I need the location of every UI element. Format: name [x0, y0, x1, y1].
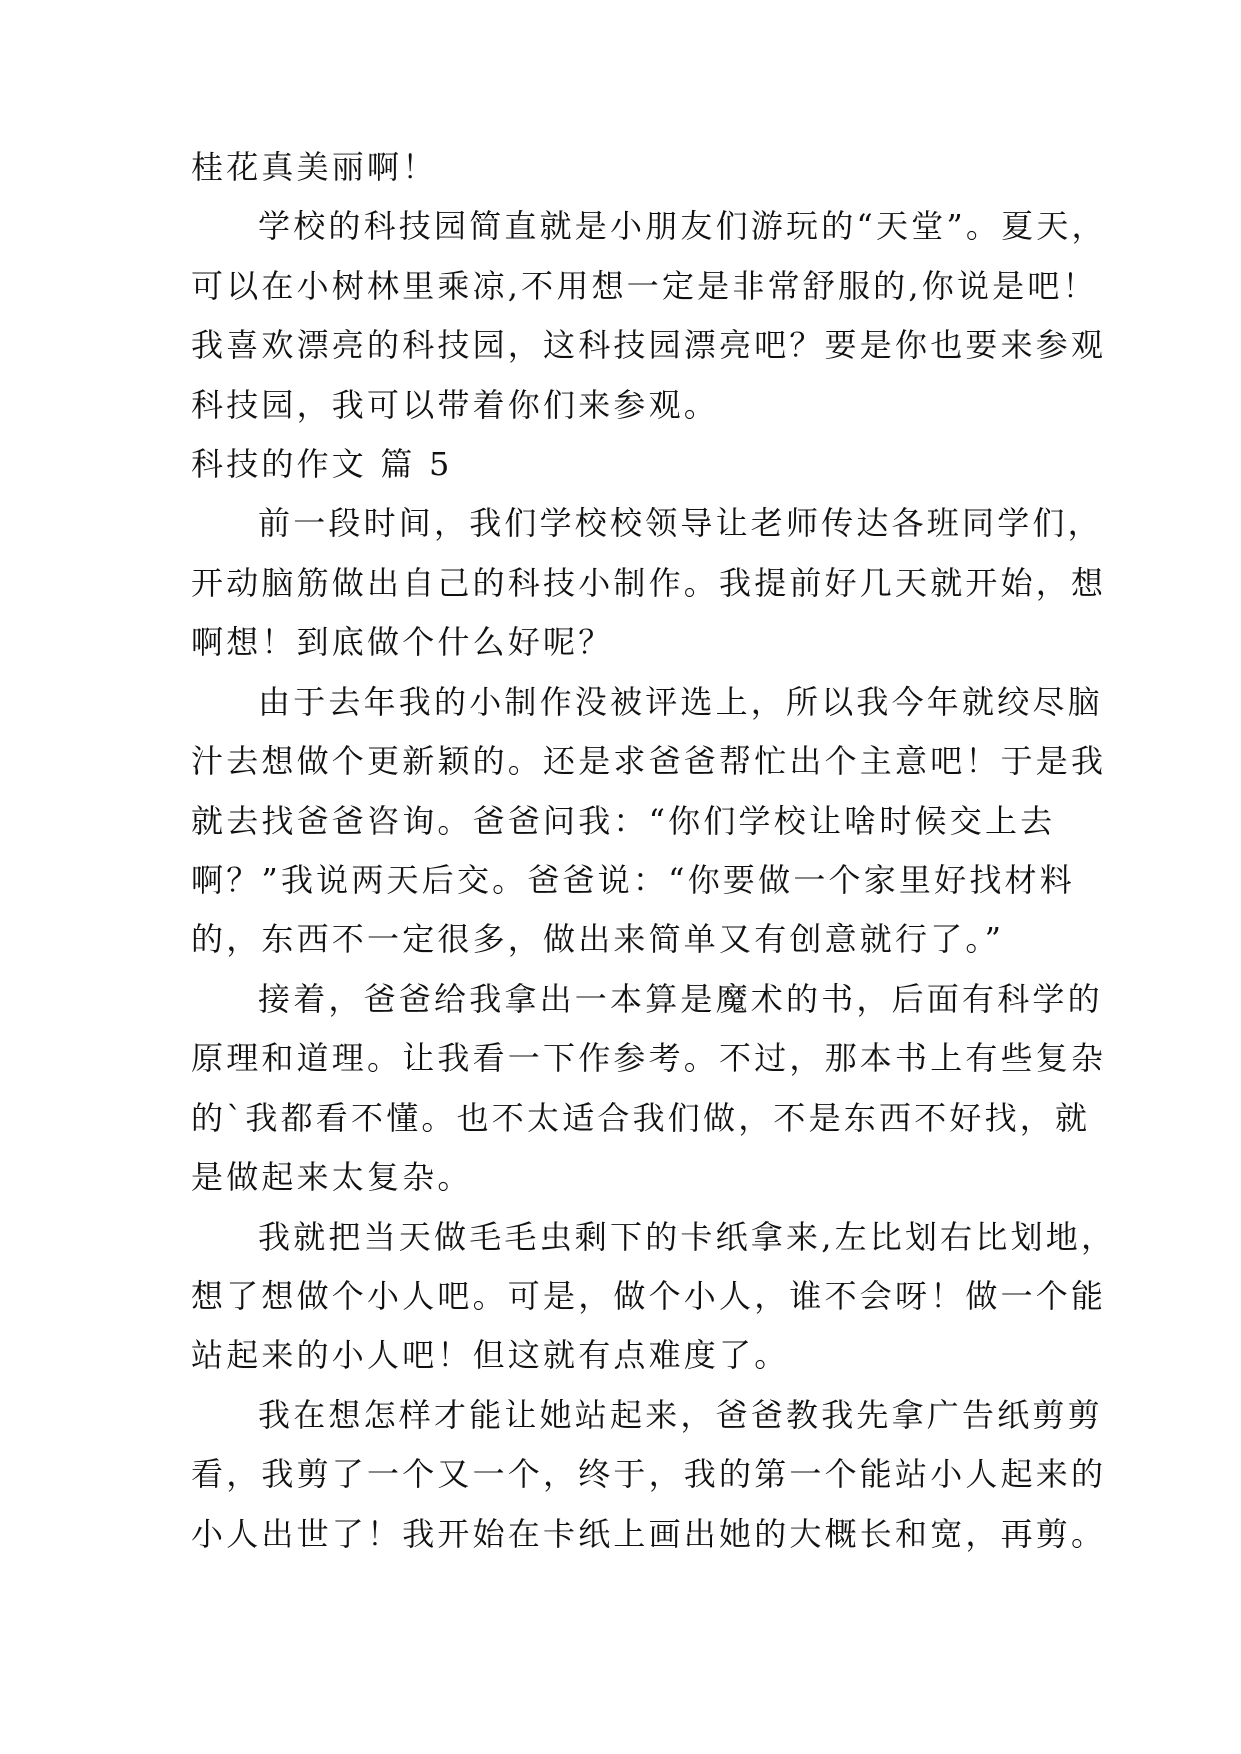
paragraph-line: 就去找爸爸咨询。爸爸问我：“你们学校让啥时候交上去	[191, 802, 1056, 840]
paragraph-line: 我就把当天做毛毛虫剩下的卡纸拿来,左比划右比划地，	[258, 1218, 1117, 1256]
section-heading: 科技的作文 篇 5	[191, 445, 453, 483]
paragraph-line: 汁去想做个更新颖的。还是求爸爸帮忙出个主意吧！于是我	[191, 742, 1107, 780]
paragraph-line: 啊？”我说两天后交。爸爸说：“你要做一个家里好找材料	[191, 861, 1075, 899]
paragraph-line: 前一段时间，我们学校校领导让老师传达各班同学们，	[258, 504, 1103, 542]
paragraph-line: 原理和道理。让我看一下作参考。不过，那本书上有些复杂	[191, 1039, 1107, 1077]
paragraph-line: 学校的科技园简直就是小朋友们游玩的“天堂”。夏天，	[258, 207, 1107, 245]
paragraph-line: 接着，爸爸给我拿出一本算是魔术的书，后面有科学的	[258, 980, 1103, 1018]
paragraph-line: 啊想！到底做个什么好呢？	[191, 623, 614, 661]
paragraph-line: 桂花真美丽啊！	[191, 148, 438, 186]
paragraph-line: 看，我剪了一个又一个，终于，我的第一个能站小人起来的	[191, 1455, 1107, 1493]
paragraph-line: 开动脑筋做出自己的科技小制作。我提前好几天就开始，想	[191, 564, 1107, 602]
paragraph-line: 是做起来太复杂。	[191, 1158, 473, 1196]
paragraph-line: 想了想做个小人吧。可是，做个小人，谁不会呀！做一个能	[191, 1277, 1107, 1315]
paragraph-line: 小人出世了！我开始在卡纸上画出她的大概长和宽，再剪。	[191, 1515, 1107, 1553]
paragraph-line: 我喜欢漂亮的科技园，这科技园漂亮吧？要是你也要来参观	[191, 326, 1107, 364]
paragraph-line: 的，东西不一定很多，做出来简单又有创意就行了。”	[191, 920, 1005, 958]
paragraph-line: 由于去年我的小制作没被评选上，所以我今年就绞尽脑	[258, 683, 1103, 721]
paragraph-line: 的`我都看不懂。也不太适合我们做，不是东西不好找，就	[191, 1099, 1091, 1137]
paragraph-line: 我在想怎样才能让她站起来，爸爸教我先拿广告纸剪剪	[258, 1396, 1103, 1434]
paragraph-line: 科技园，我可以带着你们来参观。	[191, 386, 720, 424]
paragraph-line: 站起来的小人吧！但这就有点难度了。	[191, 1336, 790, 1374]
paragraph-line: 可以在小树林里乘凉,不用想一定是非常舒服的,你说是吧！	[191, 267, 1098, 305]
